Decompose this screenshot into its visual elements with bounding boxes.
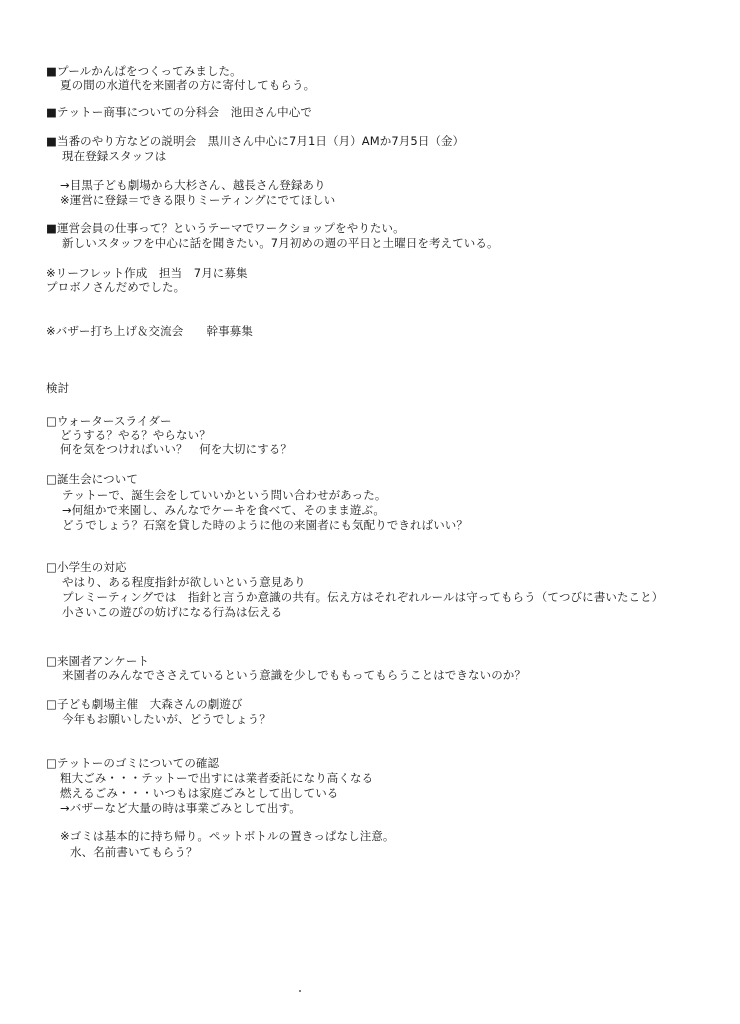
topic-survey: □来園者アンケート xyxy=(46,654,150,668)
item-briefing-note: ※運営に登録＝できる限りミーティングにでてほしい xyxy=(60,193,336,207)
section-heading-review: 検討 xyxy=(46,381,70,395)
topic-theater-play-detail: 今年もお願いしたいが、どうでしょう？ xyxy=(62,712,271,726)
topic-water-slider-q2: 何を気をつければいい？ 何を大切にする？ xyxy=(60,442,292,456)
topic-water-slider-q1: どうする？やる？やらない？ xyxy=(60,428,211,442)
scan-speck xyxy=(299,990,301,992)
topic-elementary-premeeting: プレミーティングでは 指針と言うか意識の共有。伝え方はそれぞれルールは守ってもらう（てつびに書いたこと） xyxy=(62,590,664,604)
item-briefing: ■当番のやり方などの説明会 黒川さん中心に7月1日（月）AMか7月5日（金） xyxy=(46,134,465,148)
topic-garbage-burnable: 燃えるごみ・・・いつもは家庭ごみとして出している xyxy=(60,786,339,800)
topic-survey-detail: 来園者のみんなでささえているという意識を少しでももってもらうことはできないのか？ xyxy=(62,668,526,682)
topic-elementary: □小学生の対応 xyxy=(46,560,127,574)
topic-garbage-bulky: 粗大ごみ・・・テットーで出すには業者委託になり高くなる xyxy=(60,771,374,785)
item-subcommittee: ■テットー商事についての分科会 池田さん中心で xyxy=(46,105,312,119)
topic-garbage-note: ※ゴミは基本的に持ち帰り。ペットボトルの置きっぱなし注意。 xyxy=(60,829,395,843)
item-workshop: ■運営会員の仕事って？というテーマでワークショップをやりたい。 xyxy=(46,221,405,235)
topic-garbage-question: 水、名前書いてもらう？ xyxy=(70,845,198,859)
item-briefing-registration: →目黒子ども劇場から大杉さん、越長さん登録あり xyxy=(60,178,326,192)
topic-water-slider: □ウォータースライダー xyxy=(46,414,172,428)
topic-birthday: □誕生会について xyxy=(46,472,138,486)
topic-elementary-rule: 小さいこの遊びの妨げになる行為は伝える xyxy=(62,605,283,619)
topic-elementary-opinion: やはり、ある程度指針が欲しいという意見あり xyxy=(62,575,306,589)
item-leaflet-detail: プロボノさんだめでした。 xyxy=(46,280,186,294)
topic-theater-play: □子ども劇場主催 大森さんの劇遊び xyxy=(46,697,243,711)
item-leaflet: ※リーフレット作成 担当 7月に募集 xyxy=(46,266,248,280)
topic-birthday-detail: →何組かで来園し、みんなでケーキを食べて、そのまま遊ぶ。 xyxy=(62,503,385,517)
item-pool-sign: ■プールかんぱをつくってみました。 xyxy=(46,64,242,78)
item-briefing-staff: 現在登録スタッフは xyxy=(62,149,167,163)
topic-birthday-question: どうでしょう？石窯を貸した時のように他の来園者にも気配りできればいい？ xyxy=(62,518,468,532)
topic-garbage-bazaar: →バザーなど大量の時は事業ごみとして出す。 xyxy=(60,801,301,815)
topic-birthday-inquiry: テットーで、誕生会をしていいかという問い合わせがあった。 xyxy=(62,488,387,502)
item-workshop-detail: 新しいスタッフを中心に話を聞きたい。7月初めの週の平日と土曜日を考えている。 xyxy=(62,236,499,250)
topic-garbage: □テットーのゴミについての確認 xyxy=(46,756,220,770)
item-bazaar-party: ※バザー打ち上げ＆交流会 幹事募集 xyxy=(46,324,253,338)
item-pool-sign-detail: 夏の間の水道代を来園者の方に寄付してもらう。 xyxy=(60,78,316,92)
